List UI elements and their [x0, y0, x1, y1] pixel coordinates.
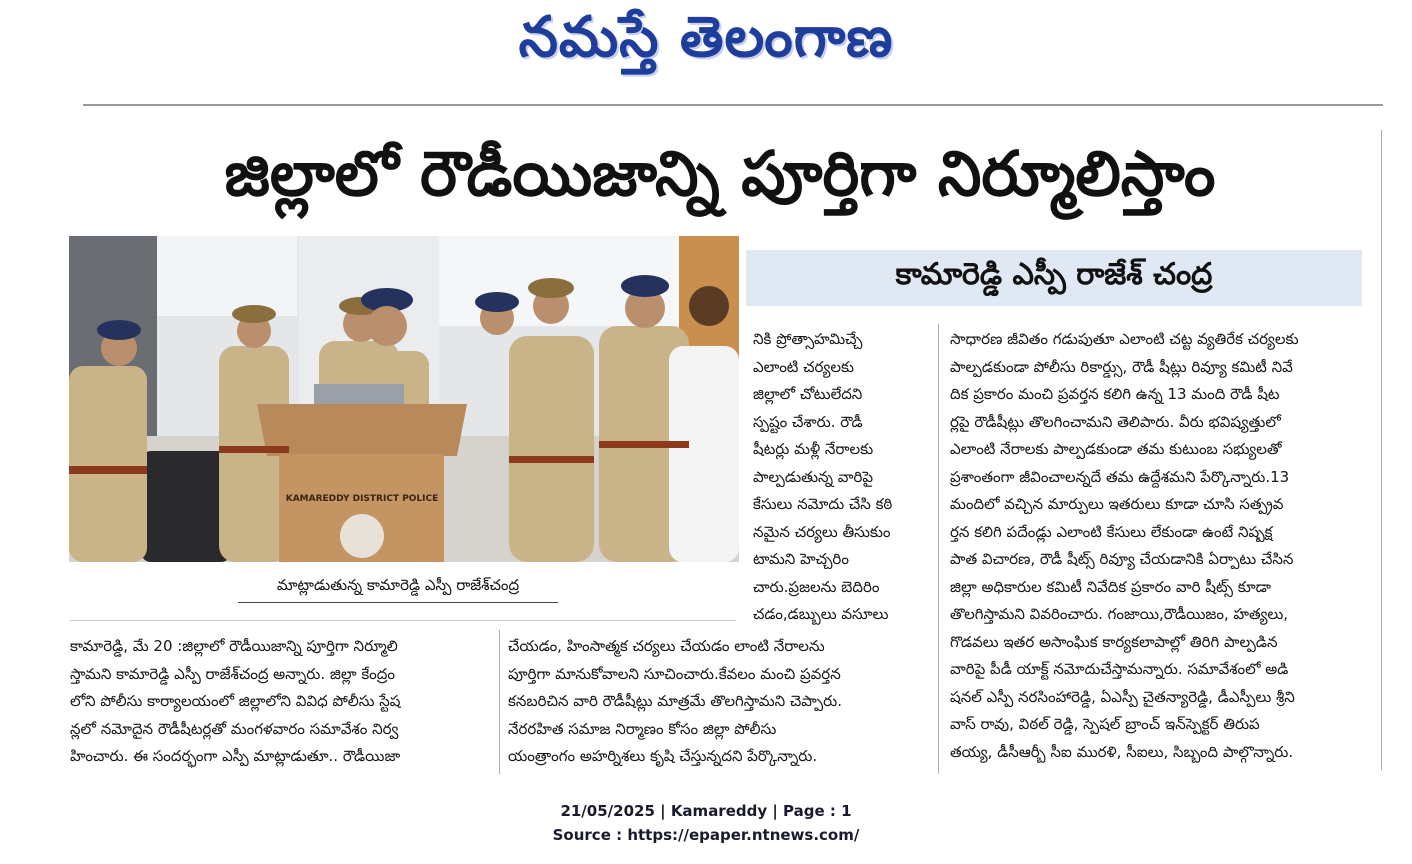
newspaper-logo: నమస్తే తెలంగాణ [518, 4, 894, 70]
text-line: వారిపై పీడీ యాక్ట్ నమోదుచేస్తామన్నారు. సమావేశంలో అడి [950, 660, 1289, 678]
text-line: షనల్ ఎస్పీ నరసింహారెడ్డి, ఏఎస్పీ చైతన్యారెడ్డి, డీఎస్పీలు శ్రీని [950, 687, 1295, 706]
text-line: చారు.ప్రజలను బెదిరిం [753, 577, 880, 596]
text-line: స్తామని కామారెడ్డి ఎస్పీ రాజేశ్‌చంద్ర అన్నారు. జిల్లా కేంద్రం [70, 664, 395, 683]
text-line: చడం,డబ్బులు వసూలు [753, 605, 889, 623]
text-line: పాల్పడుతున్న వారిపై [753, 467, 874, 486]
text-line: ర్తన కలిగి పదేండ్లు ఎలాంటి కేసులు లేకుండా ఉంటే నిష్పక్ష [950, 522, 1273, 541]
text-line: కనబరిచిన వారి రౌడీషీట్లు మాత్రమే తొలగిస్తామని చెప్పారు. [508, 692, 842, 710]
podium-text: KAMAREDDY DISTRICT POLICE [285, 494, 439, 504]
text-line: నమైన చర్యలు తీసుకుం [753, 522, 891, 541]
text-line: జిల్లా అధికారుల కమిటీ నివేదిక ప్రకారం వారి షీట్స్ కూడా [950, 577, 1271, 596]
article-column-b [950, 326, 1360, 772]
masthead [0, 4, 1412, 84]
text-line: ఎలాంటి చర్యలకు [753, 357, 854, 376]
text-line: మందిలో వచ్చిన మార్పులు ఇతరులు కూడా చూసి సత్ప్రవ [950, 495, 1284, 513]
text-line: పాత విచారణ, రౌడీ షీట్స్ రివ్యూ చేయడానికి ఏర్పాటు చేసిన [950, 550, 1294, 568]
text-line: పాల్పడకుండా పోలీసు రికార్డ్సు, రౌడీ షీట్లు రివ్యూ కమిటీ నివే [950, 357, 1293, 376]
text-line: సాధారణ జీవితం గడుపుతూ ఎలాంటి చట్ట వ్యతిరేక చర్యలకు [950, 330, 1299, 348]
text-line: తొలగిస్తామని వివరించారు. గంజాయి,రౌడీయిజం, హత్యలు, [950, 605, 1289, 623]
article-column-d [508, 633, 926, 773]
text-line: న్లలో నమోదైన రౌడీషీటర్లతో మంగళవారం సమావేశం నిర్వ [70, 719, 399, 738]
text-line: చేయడం, హింసాత్మక చర్యలు చేయడం లాంటి నేరాలను [508, 637, 825, 655]
text-line: నేరరహిత సమాజ నిర్మాణం కోసం జిల్లా పోలీసు [508, 719, 777, 738]
page-right-border [1381, 130, 1382, 770]
text-line: జిల్లాలో చోటులేదని [753, 385, 863, 403]
text-line: ర్లపై రౌడీషీట్లు తొలగించామని తెలిపారు. వీరు భవిష్యత్తులో [950, 412, 1281, 431]
article-headline: జిల్లాలో రౌడీయిజాన్ని పూర్తిగా నిర్మూలిస్తాం [224, 137, 1216, 210]
text-line: షీటర్లు మళ్లీ నేరాలకు [753, 440, 874, 458]
article-column-c [70, 633, 492, 773]
text-line: దిక ప్రకారం మంచి ప్రవర్తన కలిగి ఉన్న 13 మంది రౌడీ షీట [950, 385, 1280, 403]
footer-date-edition: 21/05/2025 | Kamareddy | Page : 1 [560, 802, 852, 820]
text-line: తయ్య, డీసీఆర్బీ సీఐ మురళి, సీఐలు, సిబ్బంది పాల్గొన్నారు. [950, 742, 1294, 761]
column-divider [938, 324, 939, 774]
subheadline-box [746, 250, 1362, 306]
article-photo [69, 236, 739, 562]
police-officers-illustration [69, 236, 739, 562]
text-line: వాస్ రావు, విఠల్ రెడ్డి, స్పెషల్ బ్రాంచ్ ఇన్‌స్పెక్టర్ తిరుప [950, 715, 1260, 733]
text-line: పూర్తిగా మానుకోవాలని సూచించారు.కేవలం మంచి ప్రవర్తన [508, 664, 841, 683]
text-line: ఎలాంటి నేరాలకు పాల్పడకుండా తమ కుటుంబ సభ్యులతో [950, 440, 1282, 458]
column-divider [499, 630, 500, 774]
masthead-divider [83, 104, 1383, 106]
text-line: టామని హెచ్చరిం [753, 550, 849, 568]
text-line: కేసులు నమోదు చేసి కఠి [753, 495, 893, 513]
text-line: లోని పోలీసు కార్యాలయంలో జిల్లాలోని వివిధ పోలీసు స్టేష [70, 692, 401, 710]
text-line: కామారెడ్డి, మే 20 :జిల్లాలో రౌడీయిజాన్ని పూర్తిగా నిర్మూలి [70, 637, 398, 655]
text-line: ప్రశాంతంగా జీవించాలన్నదే తమ ఉద్దేశమని పేర్కొన్నారు.13 [950, 467, 1290, 486]
photo-caption: మాట్లాడుతున్న కామారెడ్డి ఎస్పీ రాజేశ్‌చంద్ర [238, 568, 558, 603]
text-line: నికి ప్రోత్సాహమిచ్చే [753, 330, 863, 348]
text-line: యంత్రాంగం అహర్నిశలు కృషి చేస్తున్నదని పేర్కొన్నారు. [508, 747, 818, 765]
footer-source-link[interactable]: Source : https://epaper.ntnews.com/ [552, 826, 860, 844]
text-line: హించారు. ఈ సందర్భంగా ఎస్పీ మాట్లాడుతూ.. రౌడీయిజా [70, 747, 401, 765]
article-column-a [753, 326, 923, 632]
text-line: స్పష్టం చేశారు. రౌడీ [753, 412, 863, 431]
article-subheadline: కామారెడ్డి ఎస్పీ రాజేశ్ చంద్ర [895, 257, 1213, 292]
text-line: గొడవలు ఇతర అసాంఘిక కార్యకలాపాల్లో తిరిగి పాల్పడిన [950, 632, 1278, 651]
photo-divider [70, 620, 736, 621]
